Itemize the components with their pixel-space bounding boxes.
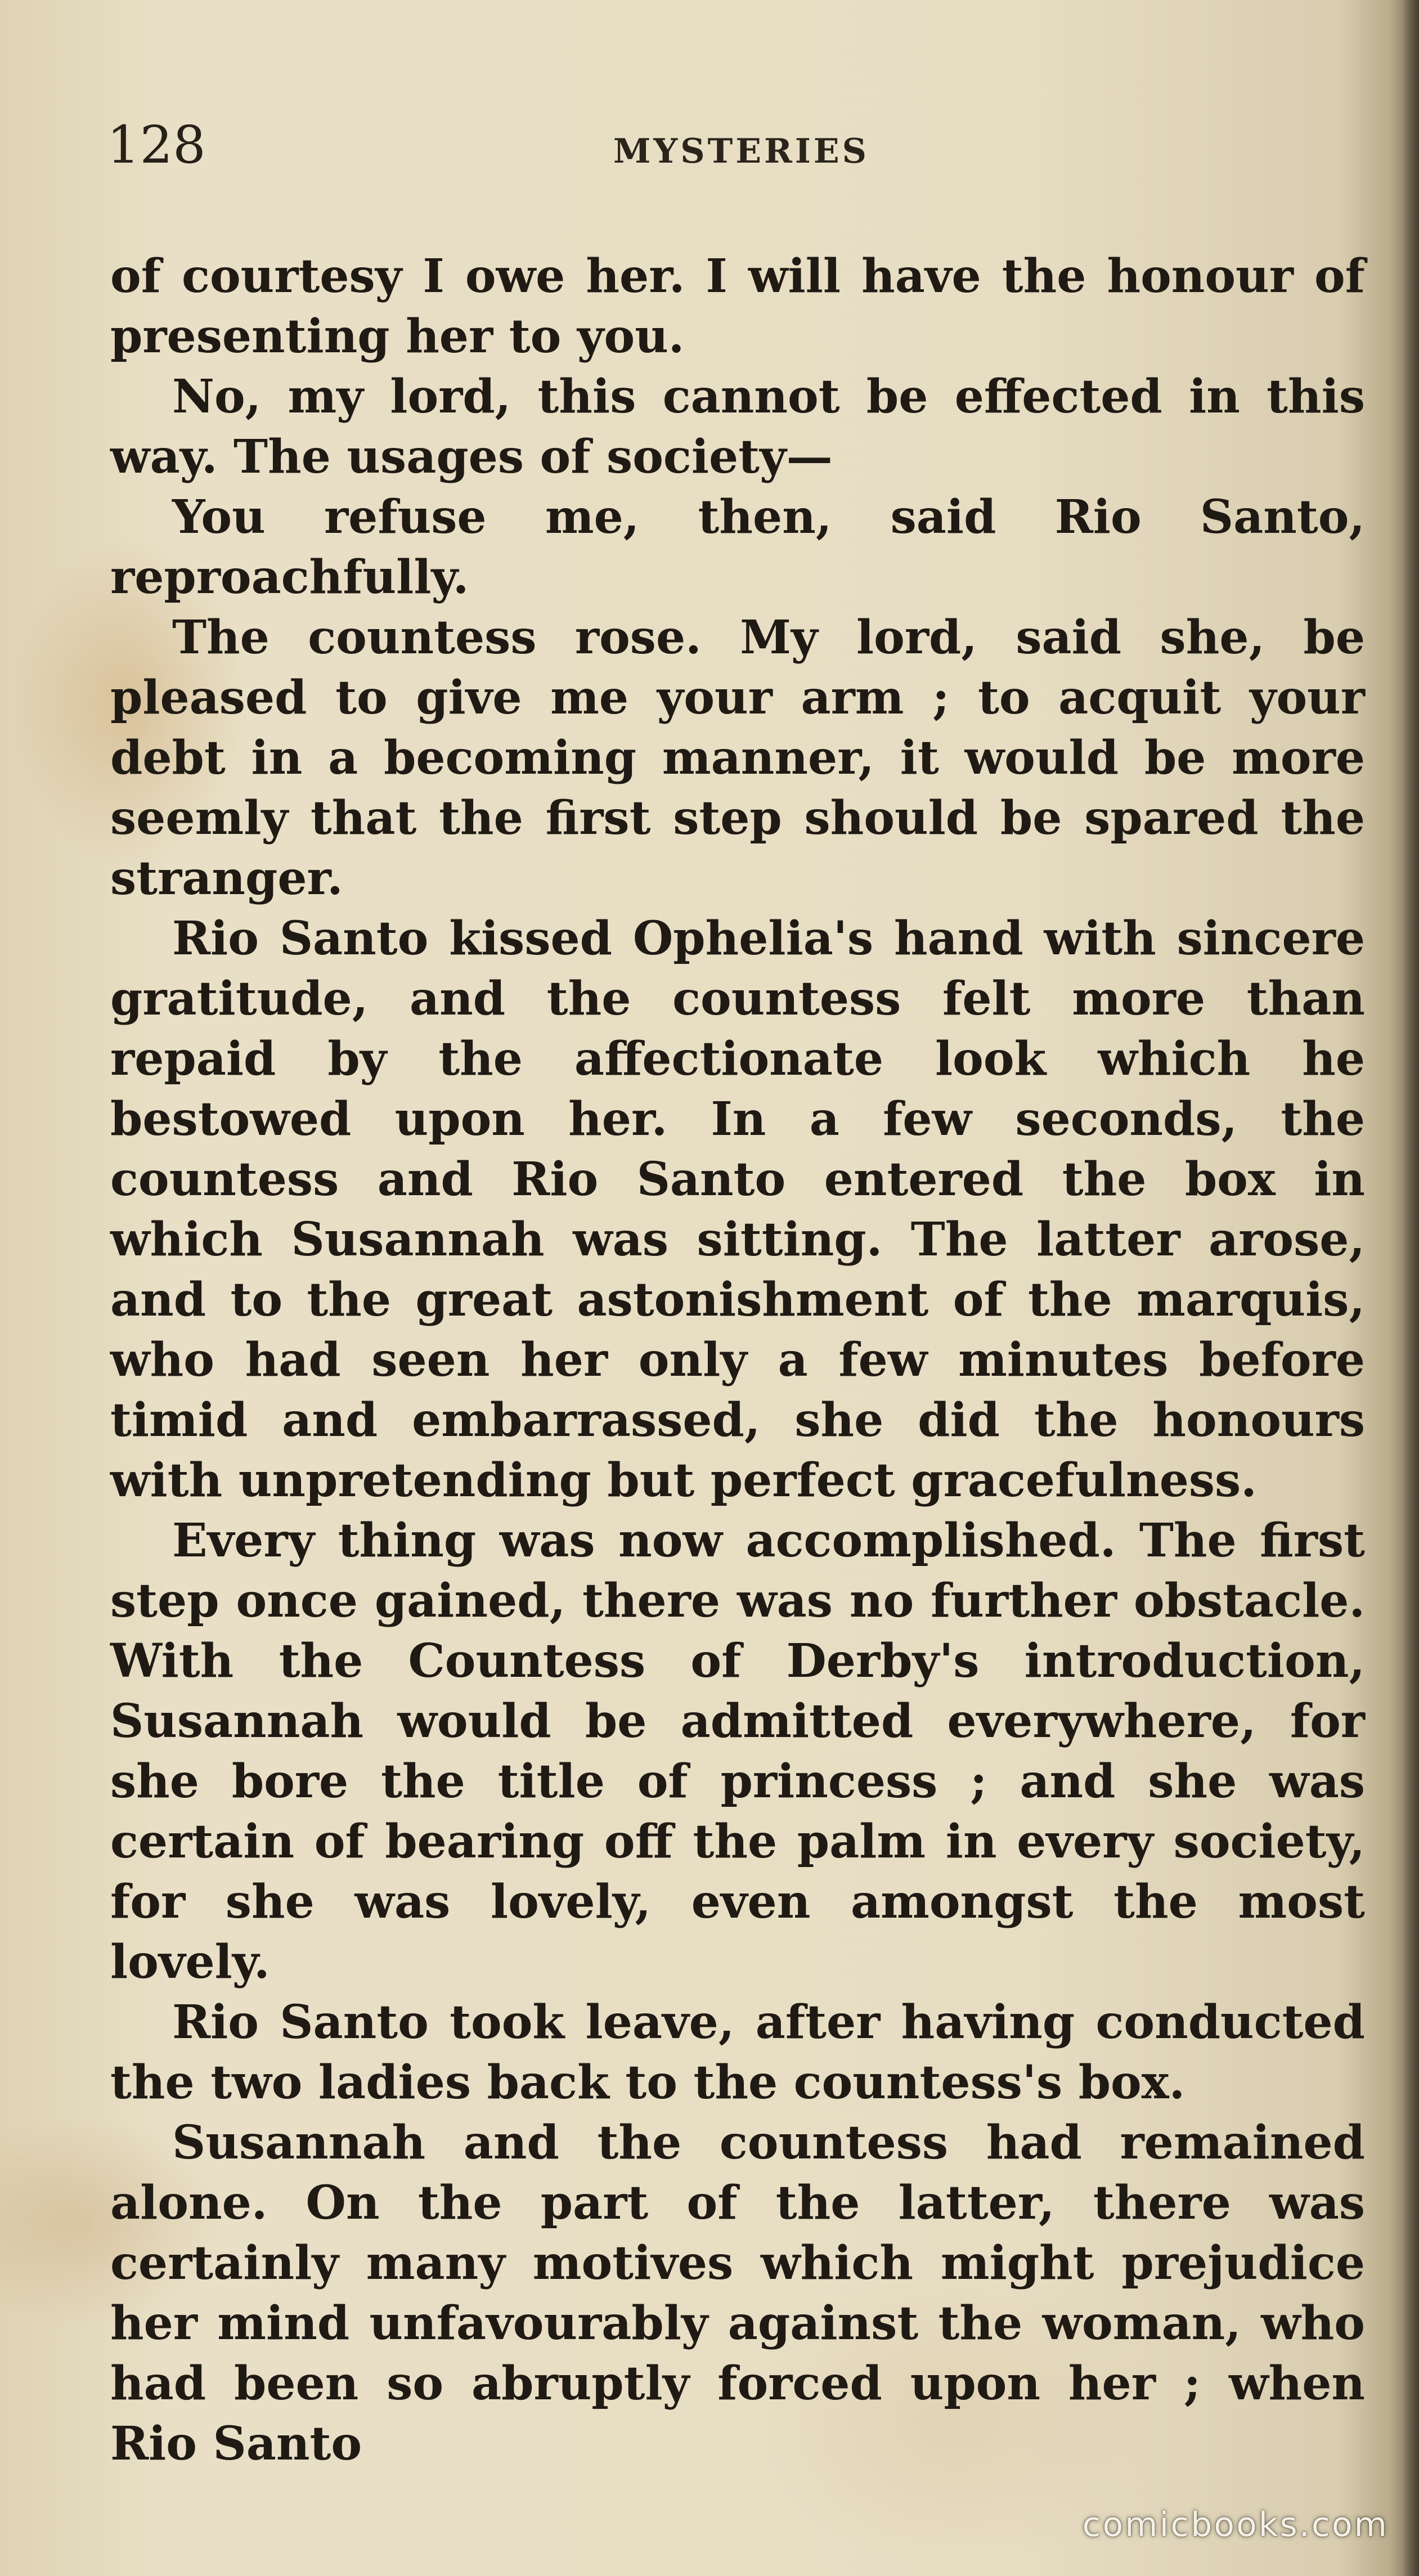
- body-text: [110, 246, 1365, 2471]
- paragraph: No, my lord, this cannot be effected in this way. The usages of society—: [110, 370, 1365, 484]
- paragraph: Rio Santo kissed Ophelia's hand with sincere gratitude, and the countess felt more than repaid by the affectionate look which he bestowed upon her. In a few seconds, the countess and Rio Santo entered the box in which Susannah was sitting. The latter arose, and to the great astonishment of the marquis, who had seen her only a few minutes before timid and embarrassed, she did the honours with unpretending but perfect gracefulness.: [110, 912, 1365, 1507]
- paragraph: You refuse me, then, said Rio Santo, reproachfully.: [110, 490, 1365, 604]
- paragraph: Every thing was now accomplished. The first step once gained, there was no further obstacle. With the Countess of Derby's introduction, Susannah would be admitted everywhere, for she bore the title of princess ; and she was certain of bearing off the palm in every society, for she was lovely, even amongst the most lovely.: [110, 1514, 1365, 1989]
- running-head: MYSTERIES: [613, 132, 869, 171]
- page-header: [107, 117, 1367, 179]
- page-number: 128: [107, 115, 206, 175]
- paragraph: Susannah and the countess had remained alone. On the part of the latter, there was certainly many motives which might prejudice her mind unfavourably against the woman, who had been so abruptly forced upon her ; when Rio Santo: [110, 2116, 1365, 2471]
- paragraph-continuation: of courtesy I owe her. I will have the honour of presenting her to you.: [110, 249, 1365, 363]
- paragraph: The countess rose. My lord, said she, be pleased to give me your arm ; to acquit your debt in a becoming manner, it would be more seemly that the first step should be spared the stranger.: [110, 611, 1365, 905]
- paragraph: Rio Santo took leave, after having conducted the two ladies back to the countess's box.: [110, 1995, 1365, 2110]
- watermark: comicbooks.com: [1082, 2505, 1389, 2544]
- page-edge-shadow: [1402, 0, 1419, 2576]
